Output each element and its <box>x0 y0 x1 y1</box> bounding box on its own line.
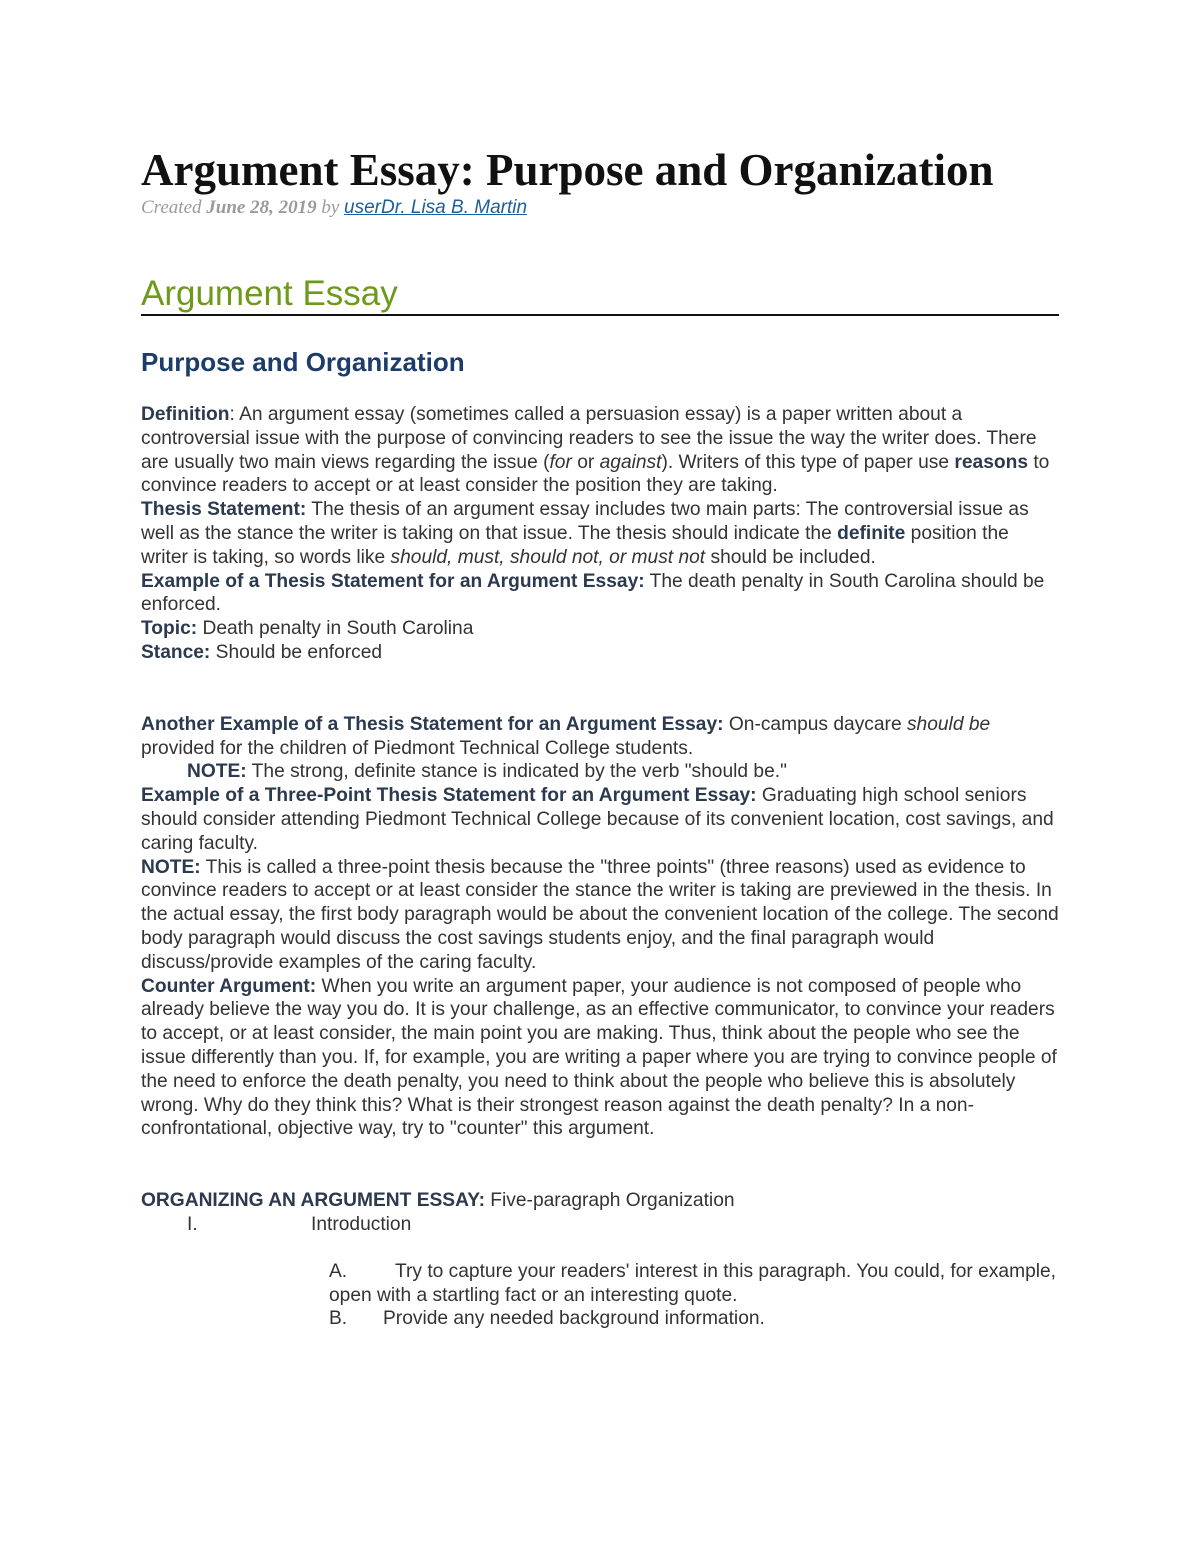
document-body <box>141 403 1061 1331</box>
example-1-text: The death penalty in South Carolina should be enforced. <box>141 570 1045 616</box>
created-date: June 28, 2019 <box>206 197 317 218</box>
counter-label: Counter Argument: <box>141 975 317 997</box>
subitem-a-label: A. <box>329 1260 348 1282</box>
definition-text: : An argument essay (sometimes called a persuasion essay) is a paper written about a controversial issue with the purpose of convincing readers to see the issue the way the writer does. There are usually two main views regarding the issue ( <box>141 404 1037 473</box>
note-2-text: This is called a three-point thesis because the "three points" (three reasons) used as evidence to convince readers to accept or at least consider the stance the writer is taking are previewed in the thesis. In the actual essay, the first body paragraph would be about the convenient location of the college. The second body paragraph would discuss the cost savings students enjoy, and the final paragraph would discuss/provide examples of the caring faculty. <box>141 856 1059 973</box>
counter-argument-paragraph <box>141 975 1061 1142</box>
subitem-b-label: B. <box>329 1308 348 1330</box>
definition-for: for <box>549 451 572 473</box>
thesis-words: should, must, should not, or must not <box>390 546 706 568</box>
thesis-text-2: position the writer is taking, so words like <box>141 522 1009 568</box>
outline-item-label: Introduction <box>311 1213 412 1235</box>
organizing-text: Five-paragraph Organization <box>484 1190 735 1212</box>
thesis-text-3: should be included. <box>705 546 876 568</box>
definition-label: Definition <box>141 404 230 425</box>
counter-text: When you write an argument paper, your audience is not composed of people who already believe the way you do. It is your challenge, as an effective communicator, to convince your readers to accept, or at least consider, the main point you are making. Thus, think about the people who see the issue differently than you. If, for example, you are writing a paper where you are trying to convince people of the need to enforce the death penalty, you need to think about the people who believe this is absolutely wrong. Why do they think this? What is their strongest reason against the death penalty? In a non-confrontational, objective way, try to "counter" this argument. <box>141 975 1057 1140</box>
subsection-heading: Purpose and Organization <box>141 347 465 377</box>
outline-item-introduction <box>141 1213 1061 1237</box>
example-1-paragraph <box>141 570 1061 618</box>
note-1-label: NOTE: <box>187 761 247 783</box>
byline-by: by <box>316 197 345 218</box>
example-3-text: Graduating high school seniors should consider attending Piedmont Technical College because of its convenient location, cost savings, and caring faculty. <box>141 785 1054 854</box>
definition-against: against <box>599 451 662 473</box>
example-2-text-2: provided for the children of Piedmont Technical College students. <box>141 737 694 759</box>
definition-text-3: to convince readers to accept or at least consider the position they are taking. <box>141 451 1050 497</box>
stance-line <box>141 641 1061 665</box>
spacer <box>141 665 1061 713</box>
byline <box>141 196 527 220</box>
topic-label: Topic: <box>141 618 198 640</box>
outline-subitem-a <box>141 1260 1061 1308</box>
note-2-label: NOTE: <box>141 856 201 878</box>
document-title: Argument Essay: Purpose and Organization <box>141 145 994 195</box>
definition-reasons: reasons <box>954 451 1028 473</box>
organizing-label: ORGANIZING AN ARGUMENT ESSAY: <box>141 1190 485 1212</box>
definition-paragraph <box>141 403 1061 498</box>
example-3-paragraph <box>141 784 1061 855</box>
spacer <box>141 1141 1061 1189</box>
example-2-text: On-campus daycare <box>723 713 907 735</box>
section-heading: Argument Essay <box>141 274 1059 316</box>
outline-subitem-b <box>141 1307 1061 1331</box>
created-prefix: Created <box>141 197 207 218</box>
thesis-label: Thesis Statement: <box>141 499 307 521</box>
example-2-paragraph <box>141 713 1061 761</box>
thesis-paragraph <box>141 498 1061 569</box>
definition-or: or <box>571 451 600 473</box>
thesis-text: The thesis of an argument essay includes two main parts: The controversial issue as well as the stance the writer is taking on that issue. The thesis should indicate the <box>141 499 1029 544</box>
topic-line <box>141 617 1061 641</box>
thesis-definite: definite <box>837 522 906 544</box>
definition-text-2: ). Writers of this type of paper use <box>661 451 955 473</box>
example-2-label: Another Example of a Thesis Statement for an Argument Essay: <box>141 713 724 735</box>
example-3-label: Example of a Three-Point Thesis Statement for an Argument Essay: <box>141 785 757 807</box>
author-link[interactable]: userDr. Lisa B. Martin <box>344 197 528 218</box>
stance-text: Should be enforced <box>210 641 383 663</box>
outline-numeral: I. <box>187 1213 198 1235</box>
note-1-text: The strong, definite stance is indicated by the verb "should be." <box>246 761 787 783</box>
stance-label: Stance: <box>141 641 211 663</box>
organizing-heading <box>141 1189 1061 1213</box>
subitem-b-text: Provide any needed background information. <box>383 1308 765 1330</box>
example-2-should-be: should be <box>906 713 991 735</box>
example-1-label: Example of a Thesis Statement for an Argument Essay: <box>141 570 645 592</box>
note-1-paragraph <box>141 760 1061 784</box>
topic-text: Death penalty in South Carolina <box>197 618 474 640</box>
subitem-a-text: Try to capture your readers' interest in this paragraph. You could, for example, open with a startling fact or an interesting quote. <box>329 1260 1057 1306</box>
note-2-paragraph <box>141 856 1061 975</box>
spacer <box>141 1237 1061 1260</box>
